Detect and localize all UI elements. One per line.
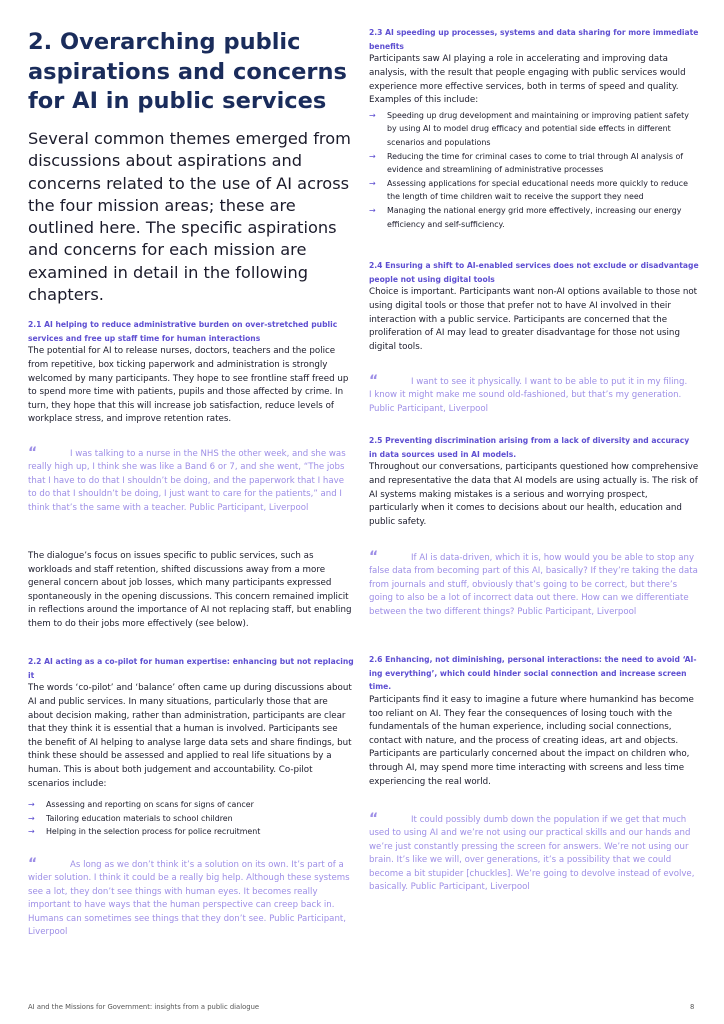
list-item: → Tailoring education materials to school children xyxy=(28,812,352,826)
quote-mark-icon: “ xyxy=(28,856,38,872)
section-heading: 2.3 AI speeding up processes, systems and data sharing for more immediate benefits xyxy=(369,28,699,51)
section-heading: 2.2 AI acting as a co-pilot for human expertise: enhancing but not replacing it xyxy=(28,657,354,680)
list-item: → Helping in the selection process for police recruitment xyxy=(28,825,352,839)
arrow-right-icon: → xyxy=(369,110,376,120)
list-item: → Reducing the time for criminal cases to come to trial through AI analysis of evidence and streamlining of administrative processes xyxy=(369,151,684,175)
list-item: → Assessing and reporting on scans for signs of cancer xyxy=(28,798,352,812)
quote-mark-icon: “ xyxy=(369,811,379,827)
section-heading: 2.5 Preventing discrimination arising from a lack of diversity and accuracy in data sources used in AI models. xyxy=(369,436,690,459)
list-item: → Assessing applications for special educational needs more quickly to reduce the length of time children wait to receive the support they need xyxy=(369,178,688,202)
section-2-1 xyxy=(28,318,352,427)
page-number: 8 xyxy=(690,1003,695,1011)
section-2-4 xyxy=(369,259,699,354)
quote-text: I was talking to a nurse in the NHS the other week, and she was really high up, I think she was like a Band 6 or 7, and she went, “The jobs that I have to do that I shouldn’t be doing, and the paperwork that I have to do that I shouldn’t be doing, I just want to care for the patients,” and I think that’s the same with a teacher. Public Participant, Liverpool xyxy=(28,449,346,513)
list-item: → Speeding up drug development and maintaining or improving patient safety by using AI to model drug efficacy and potential side effects in different scenarios and populations xyxy=(369,110,689,147)
page-title: 2. Overarching public aspirations and concerns for AI in public services xyxy=(28,29,347,114)
arrow-right-icon: → xyxy=(369,151,376,161)
section-body: Participants find it easy to imagine a future where humankind has become too reliant on AI. They fear the consequences of losing touch with the fundamentals of the human experience, including social connections, contact with nature, and the process of creating ideas, art and objects. Participants are particularly concerned about the impact on children who, through AI, may spend more time interacting with screens and less time experiencing the real world. xyxy=(369,695,694,787)
quote-2-5 xyxy=(369,551,699,619)
quote-2-4 xyxy=(369,375,689,416)
quote-2-1 xyxy=(28,447,354,515)
section-body: Participants saw AI playing a role in accelerating and improving data analysis, with the result that people engaging with public services would experience more effective services, both in terms of speed and quality. Examples of this include: xyxy=(369,54,686,106)
arrow-right-icon: → xyxy=(369,205,376,215)
section-body: The words ‘co-pilot’ and ‘balance’ often came up during discussions about AI and public services. In many situations, particularly those that are about decision making, rather than administration, participants are clear that they think it is essential that a human is involved. Participants see the benefit of AI helping to analyse large data sets and share findings, but think these should be assessed and applied to real life situations by a human. This is about both judgement and accountability. Co-pilot scenarios include: xyxy=(28,683,352,789)
section-heading: 2.6 Enhancing, not diminishing, personal interactions: the need to avoid ‘AI-ing everything’, which could hinder social connection and increase screen time. xyxy=(369,655,697,692)
quote-2-6 xyxy=(369,813,699,894)
arrow-right-icon: → xyxy=(28,800,35,809)
arrow-right-icon: → xyxy=(28,813,35,823)
quote-2-2 xyxy=(28,858,352,939)
section-heading: 2.1 AI helping to reduce administrative burden on over-stretched public services and free up staff time for human interactions xyxy=(28,320,338,343)
section-body: Throughout our conversations, participants questioned how comprehensive and representative the data that AI models are using actually is. The risk of AI systems making mistakes is a serious and worrying prospect, particularly when it comes to decisions about our health, education and public safety. xyxy=(369,462,699,527)
quote-text: I want to see it physically. I want to be able to put it in my filing. I know it might make me sound old-fashioned, but that’s my generation. Public Participant, Liverpool xyxy=(369,377,688,414)
arrow-right-icon: → xyxy=(369,178,376,188)
quote-text: It could possibly dumb down the population if we get that much used to using AI and we’re not using our practical skills and our hands and we’re just constantly pressing the screen for answers. We’re not using our brain. It’s like we will, over generations, it’s a possibility that we could become a bit stupider [chuckles]. We’re going to devolve instead of evolve, basically. Public Participant, Liverpool xyxy=(369,815,695,893)
section-body: The potential for AI to release nurses, doctors, teachers and the police from repetitive, box ticking paperwork and administration is strongly welcomed by many participants. They hope to see frontline staff freed up to spend more time with patients, pupils and those affected by crime. In turn, they hope that this will increase job satisfaction, reduce levels of workplace stress, and improve retention rates. xyxy=(28,346,349,425)
arrow-right-icon: → xyxy=(28,827,35,837)
section-heading: 2.4 Ensuring a shift to AI-enabled services does not exclude or disadvantage people not using digital tools xyxy=(369,261,699,284)
section-body: Choice is important. Participants want non-AI options available to those not using digital tools or those that prefer not to have AI involved in their interaction with a public service. Participants are concerned that the proliferation of AI may lead to greater disadvantage for those not using digital tools. xyxy=(369,287,698,352)
section-2-5 xyxy=(369,434,699,529)
section-2-2 xyxy=(28,655,354,791)
quote-mark-icon: “ xyxy=(369,549,379,565)
list-item: → Managing the national energy grid more effectively, increasing our energy efficiency and self-sufficiency. xyxy=(369,205,682,229)
quote-mark-icon: “ xyxy=(28,445,38,461)
section-2-1-continued xyxy=(28,550,352,632)
bullet-list-2-2 xyxy=(28,798,352,839)
section-body: The dialogue’s focus on issues specific to public services, such as workloads and staff retention, shifted discussions away from a more general concern about job losses, which many participants expressed spontaneously in the opening discussions. This concern remained implicit in reflections around the importance of AI not replacing staff, but enabling them to do their jobs more effectively (see below). xyxy=(28,551,352,629)
section-2-3 xyxy=(369,26,699,231)
quote-text: If AI is data-driven, which it is, how would you be able to stop any false data from becoming part of this AI, basically? If they’re taking the data from journals and stuff, obviously that’s going to be correct, but there’s going to also be a lot of incorrect data out there. How can we differentiate between the two different things? Public Participant, Liverpool xyxy=(369,553,698,617)
quote-mark-icon: “ xyxy=(369,373,379,389)
intro-paragraph: Several common themes emerged from discussions about aspirations and concerns related to the use of AI across the four mission areas; these are outlined here. The specific aspirations and concerns for each mission are examined in detail in the following chapters. xyxy=(28,129,351,305)
page-footer: AI and the Missions for Government: insights from a public dialogue xyxy=(28,1003,260,1011)
section-2-6 xyxy=(369,653,699,789)
quote-text: As long as we don’t think it’s a solution on its own. It’s part of a wider solution. I think it could be a really big help. Although these systems see a lot, they don’t see things with human eyes. It becomes really important to have ways that the human perspective can creep back in. Humans can sometimes see things that they don’t see. Public Participant, Liverpool xyxy=(28,860,350,938)
